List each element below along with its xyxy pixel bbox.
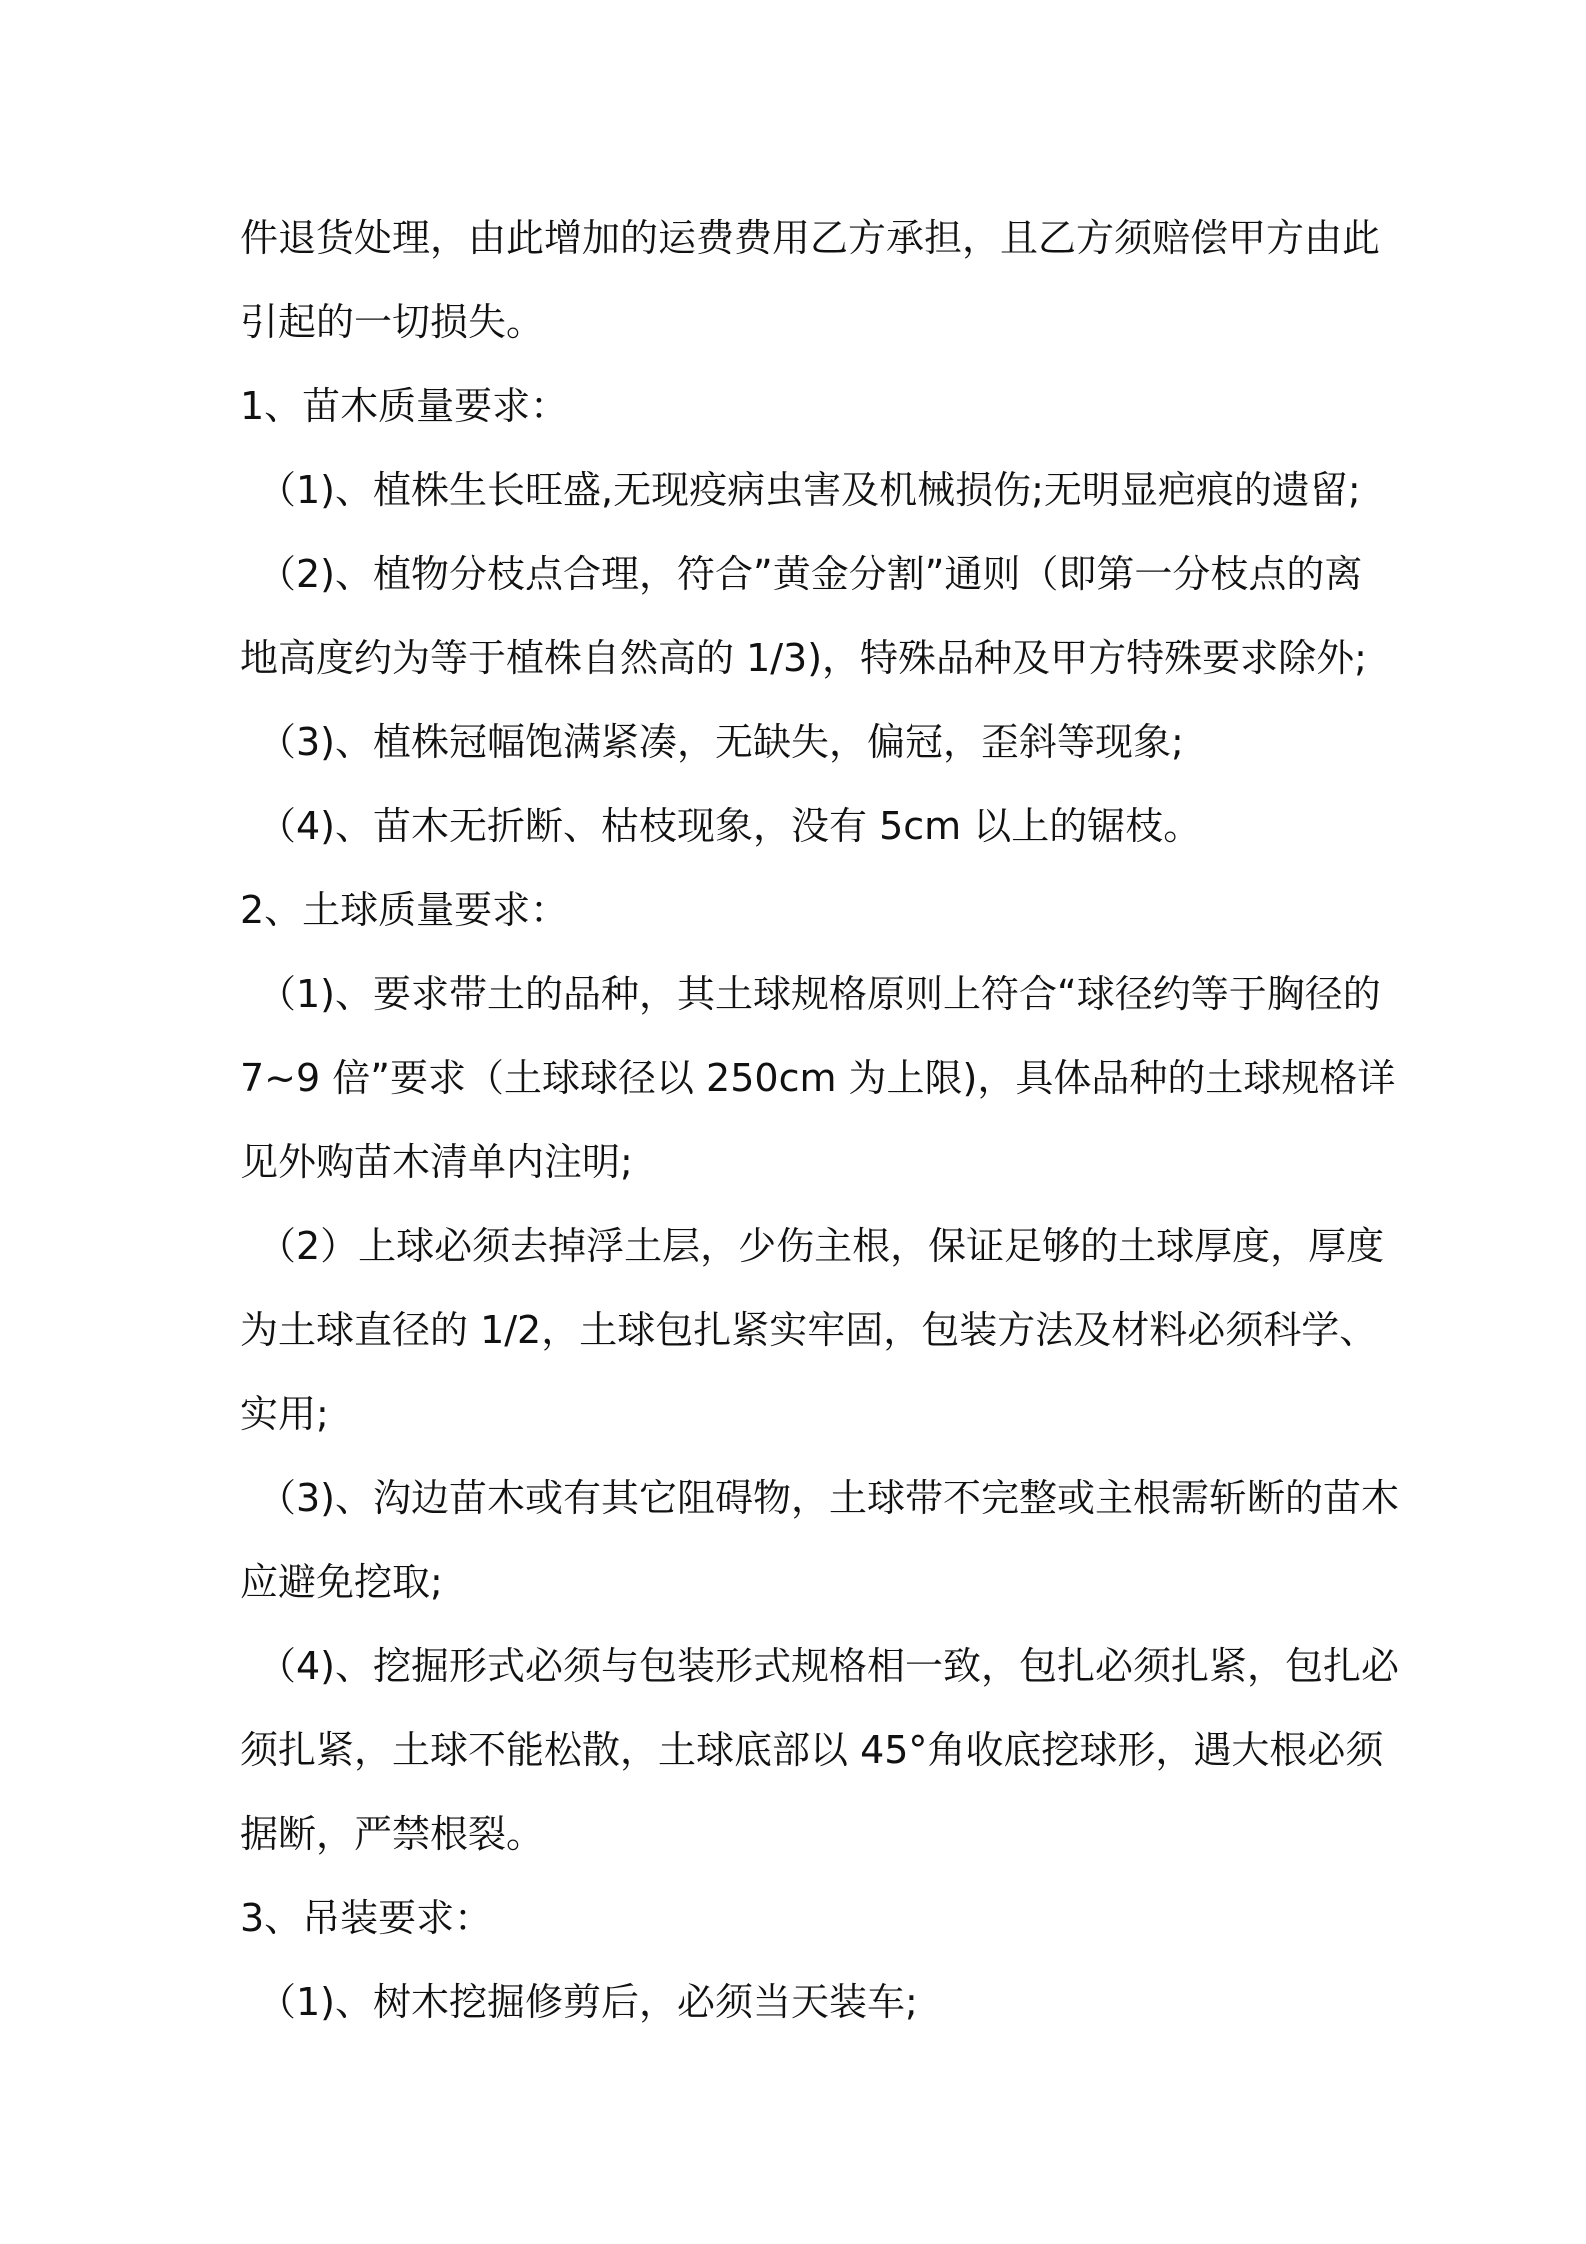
text-line: 2、土球质量要求：	[240, 888, 569, 932]
text-line: （2）上球必须去掉浮土层，少伤主根，保证足够的土球厚度，厚度	[258, 1224, 1385, 1268]
text-line: （4)、挖掘形式必须与包装形式规格相一致，包扎必须扎紧，包扎必	[258, 1644, 1400, 1688]
text-line: （4)、苗木无折断、枯枝现象，没有 5cm 以上的锯枝。	[258, 804, 1202, 848]
text-line: （3)、沟边苗木或有其它阻碍物，土球带不完整或主根需斩断的苗木	[258, 1476, 1400, 1520]
text-line: （2)、植物分枝点合理，符合”黄金分割”通则（即第一分枝点的离	[258, 552, 1363, 596]
text-line: （1)、树木挖掘修剪后，必须当天装车;	[258, 1980, 918, 2024]
text-line: 为土球直径的 1/2，土球包扎紧实牢固，包装方法及材料必须科学、	[240, 1308, 1378, 1352]
text-line: （1)、要求带土的品种，其土球规格原则上符合“球径约等于胸径的	[258, 972, 1381, 1016]
text-line: 据断，严禁根裂。	[240, 1812, 545, 1856]
text-line: 件退货处理，由此增加的运费费用乙方承担，且乙方须赔偿甲方由此	[240, 216, 1381, 260]
text-line: 应避免挖取;	[240, 1560, 443, 1604]
text-line: 1、苗木质量要求：	[240, 384, 569, 428]
text-line: 实用;	[240, 1392, 329, 1436]
document-body	[240, 196, 1400, 2044]
text-line: 引起的一切损失。	[240, 300, 545, 344]
text-line: 见外购苗木清单内注明;	[240, 1140, 633, 1184]
text-line: 须扎紧，土球不能松散，土球底部以 45°角收底挖球形，遇大根必须	[240, 1728, 1384, 1772]
text-line: 3、吊装要求：	[240, 1896, 493, 1940]
text-line: 7~9 倍”要求（土球球径以 250cm 为上限)，具体品种的土球规格详	[240, 1056, 1396, 1100]
text-line: （3)、植株冠幅饱满紧凑，无缺失，偏冠，歪斜等现象;	[258, 720, 1184, 764]
text-line: （1)、植株生长旺盛,无现疫病虫害及机械损伤;无明显疤痕的遗留;	[258, 468, 1361, 512]
text-line: 地高度约为等于植株自然高的 1/3)，特殊品种及甲方特殊要求除外;	[240, 636, 1367, 680]
